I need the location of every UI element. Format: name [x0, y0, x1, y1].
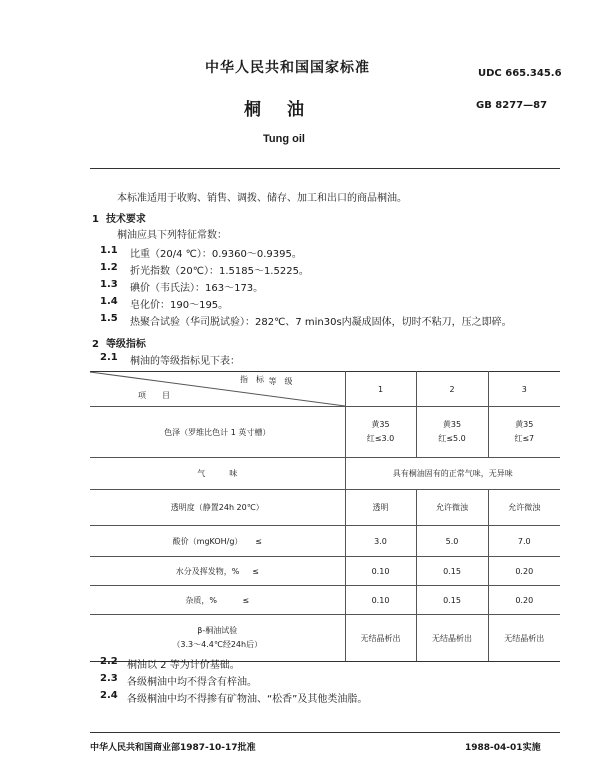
- gb-code: GB 8277—87: [476, 100, 548, 111]
- table-cell: 透明: [345, 490, 416, 526]
- table-cell: 3.0: [345, 526, 416, 557]
- intro-text: 本标准适用于收购、销售、调拨、储存、加工和出口的商品桐油。: [117, 193, 407, 204]
- section2-title: 等级指标: [105, 339, 146, 350]
- table-row: [90, 586, 560, 615]
- table-row: [90, 526, 560, 557]
- item-2-3-text: 各级桐油中均不得含有梓油。: [127, 677, 257, 688]
- grade-header-1: 1: [345, 372, 416, 407]
- header-index-label: 指 标: [240, 375, 264, 384]
- row-label: 杂质，% ≤: [90, 586, 345, 615]
- table-row: [90, 407, 560, 458]
- table-cell: 允许微浊: [488, 490, 560, 526]
- table-cell: 7.0: [488, 526, 560, 557]
- item-2-2-text: 桐油以 2 等为计价基础。: [127, 660, 240, 671]
- table-cell: 0.20: [488, 586, 560, 615]
- table-row: [90, 615, 560, 662]
- item-2-4-text: 各级桐油中均不得掺有矿物油、“松香”及其他类油脂。: [127, 694, 368, 705]
- item-1-2-text: 折光指数（20℃）：1.5185～1.5225。: [130, 266, 309, 277]
- approval-text: 中华人民共和国商业部1987-10-17批准: [90, 743, 256, 753]
- standard-title: 中华人民共和国国家标准: [205, 60, 370, 76]
- section2-num: 2: [92, 339, 99, 350]
- row-label: 气 味: [90, 458, 345, 490]
- table-cell: 0.20: [488, 557, 560, 586]
- section1-num: 1: [92, 214, 99, 225]
- table-cell: 0.10: [345, 557, 416, 586]
- title-char-1: 桐: [244, 100, 261, 120]
- item-1-5-text: 热聚合试验（华司脱试验）：282℃、7 min30s内凝成固体，切时不粘刀，压之即碎。: [130, 317, 512, 328]
- table-cell: 黄35 红≤5.0: [416, 407, 488, 458]
- item-2-1-num: 2.1: [100, 352, 118, 363]
- item-1-2-num: 1.2: [100, 262, 118, 273]
- item-2-4-num: 2.4: [100, 690, 118, 701]
- header-divider: [90, 168, 560, 169]
- item-1-1-num: 1.1: [100, 245, 118, 256]
- table-cell: 0.15: [416, 557, 488, 586]
- section2-heading: [92, 335, 146, 350]
- item-1-5-num: 1.5: [100, 313, 118, 324]
- grade-table: [90, 371, 560, 662]
- item-1-3-num: 1.3: [100, 279, 118, 290]
- item-1-4-num: 1.4: [100, 296, 118, 307]
- item-1-4-text: 皂化价：190～195。: [130, 300, 229, 311]
- table-row: [90, 557, 560, 586]
- item-2-3-num: 2.3: [100, 673, 118, 684]
- header-diagonal-cell: [90, 372, 345, 407]
- header-grade-label: 等 级: [268, 377, 293, 386]
- implementation-date: 1988-04-01实施: [465, 743, 541, 753]
- section1-title: 技术要求: [105, 214, 146, 225]
- row-label: 水分及挥发物，% ≤: [90, 557, 345, 586]
- table-header-row: [90, 372, 560, 407]
- table-cell: 黄35 红≤3.0: [345, 407, 416, 458]
- table-cell: 0.10: [345, 586, 416, 615]
- table-cell: 无结晶析出: [416, 615, 488, 662]
- udc-code: UDC 665.345.6: [478, 68, 562, 79]
- document-title: [244, 95, 304, 120]
- section1-lead: 桐油应具下列特征常数：: [117, 230, 227, 241]
- row-label: 色泽（罗维比色计 1 英寸槽）: [90, 407, 345, 458]
- table-cell: 黄35 红≤7: [488, 407, 560, 458]
- item-1-1-text: 比重（20/4 ℃）：0.9360～0.9395。: [130, 249, 302, 260]
- grade-header-3: 3: [488, 372, 560, 407]
- table-row: [90, 458, 560, 490]
- row-label: β-桐油试验 （3.3～4.4℃经24h后）: [90, 615, 345, 662]
- header-item-label: 项 目: [138, 391, 170, 400]
- table-cell: 无结晶析出: [488, 615, 560, 662]
- footer-divider: [90, 732, 560, 733]
- diagonal-line: [90, 372, 345, 406]
- table-cell: 允许微浊: [416, 490, 488, 526]
- table-row: [90, 490, 560, 526]
- english-title: Tung oil: [263, 133, 305, 145]
- row-label: 酸价（mgKOH/g） ≤: [90, 526, 345, 557]
- table-cell: 0.15: [416, 586, 488, 615]
- row-label: 透明度（静置24h 20℃）: [90, 490, 345, 526]
- grade-header-2: 2: [416, 372, 488, 407]
- merged-cell: 具有桐油固有的正常气味，无异味: [345, 458, 560, 490]
- item-2-2-num: 2.2: [100, 656, 118, 667]
- table-cell: 无结晶析出: [345, 615, 416, 662]
- title-char-2: 油: [287, 100, 304, 120]
- section1-heading: [92, 210, 146, 225]
- table-cell: 5.0: [416, 526, 488, 557]
- item-2-1-text: 桐油的等级指标见下表：: [130, 356, 240, 367]
- item-1-3-text: 碘价（韦氏法）：163～173。: [130, 283, 264, 294]
